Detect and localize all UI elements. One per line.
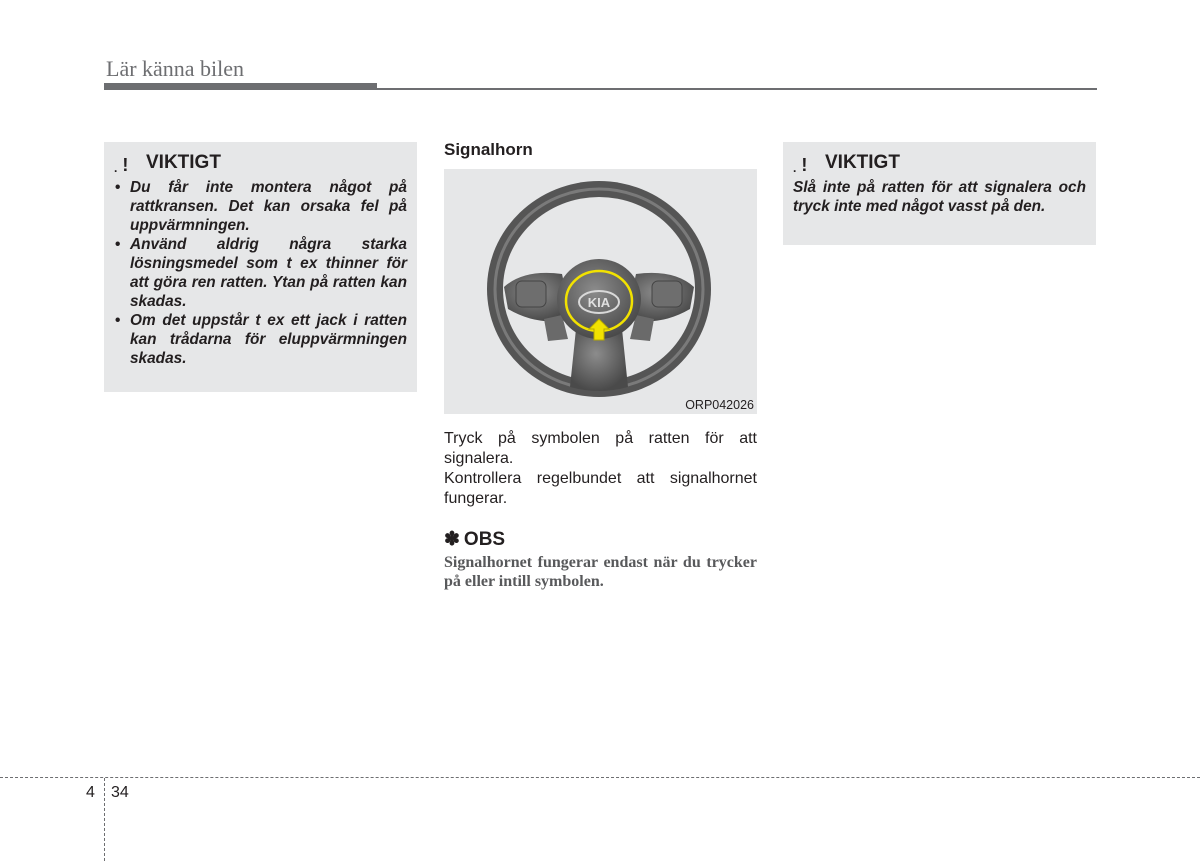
header-title: Lär känna bilen — [106, 56, 245, 81]
warning-item: • Använd aldrig några starka lösningsmedel som t ex thinner för att göra ren ratten. Ytan på ratten kan skadas. — [114, 235, 407, 311]
footer-rule — [0, 777, 1200, 778]
obs-heading — [444, 528, 505, 551]
warning-icon: . ! — [114, 155, 129, 175]
warning-heading — [114, 152, 407, 174]
svg-text:KIA: KIA — [587, 295, 611, 310]
warning-item: • Du får inte montera något på rattkransen. Det kan orsaka fel på uppvärmningen. — [114, 178, 407, 235]
warning-heading-label: VIKTIGT — [825, 152, 900, 173]
chapter-number: 4 — [86, 784, 95, 801]
section-title: Signalhorn — [444, 140, 533, 159]
footer-divider — [104, 778, 105, 861]
warning-list — [114, 178, 407, 368]
header-rule-thick — [104, 83, 377, 90]
warning-item: • Om det uppstår t ex ett jack i ratten kan trådarna för eluppvärmningen skadas. — [114, 311, 407, 368]
obs-text: Signalhornet fungerar endast när du trycker på eller intill symbolen. — [444, 554, 757, 590]
obs-symbol-icon: ✽ — [444, 529, 460, 550]
header-rule-thin — [377, 88, 1097, 90]
warning-text: Slå inte på ratten för att signalera och tryck inte med något vasst på den. — [793, 179, 1086, 215]
obs-title: OBS — [463, 528, 506, 550]
warning-box-left — [104, 142, 417, 392]
warning-box-right — [783, 142, 1096, 245]
page-number: 34 — [111, 784, 129, 801]
figure-code: ORP042026 — [685, 398, 754, 412]
steering-wheel-figure — [444, 169, 757, 414]
warning-heading-label: VIKTIGT — [146, 152, 221, 173]
steering-wheel-illustration — [444, 169, 757, 414]
body-paragraph: Tryck på symbolen på ratten för att signalera. — [444, 430, 757, 467]
warning-icon: . ! — [793, 155, 808, 175]
warning-heading — [793, 152, 1086, 174]
body-paragraph: Kontrollera regelbundet att signalhornet fungerar. — [444, 470, 757, 507]
